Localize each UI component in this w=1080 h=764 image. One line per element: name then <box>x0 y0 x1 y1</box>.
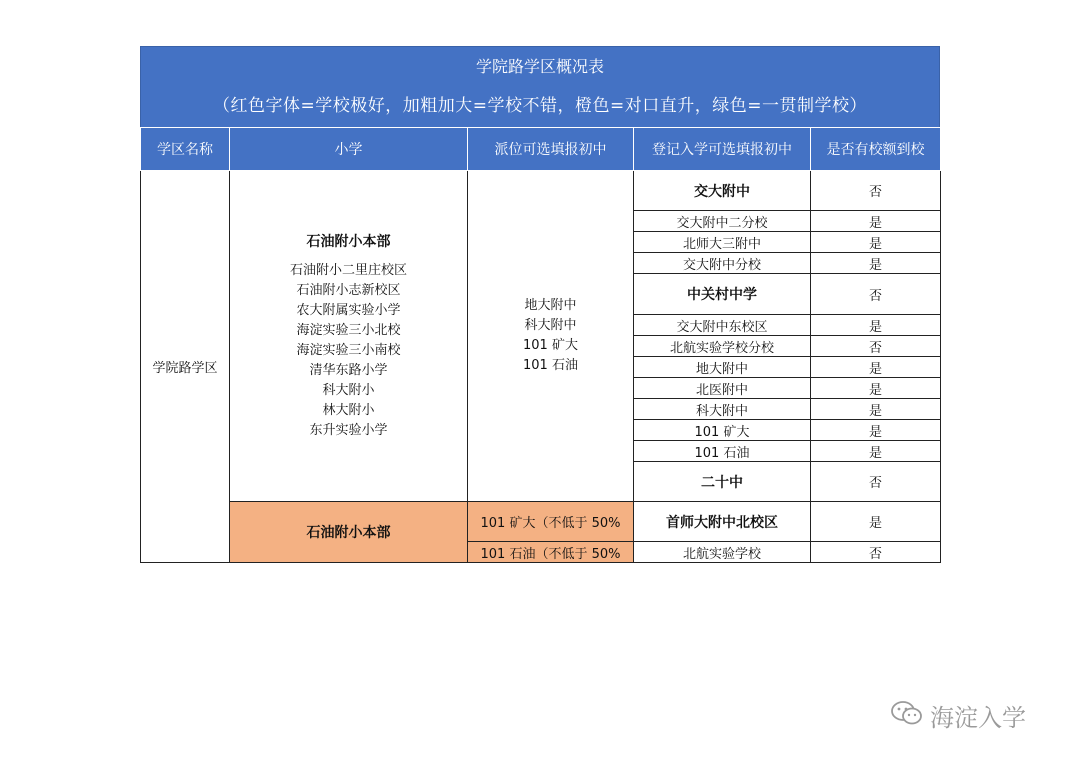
primary-school-cell <box>230 171 468 502</box>
list-item: 东升实验小学 <box>309 423 388 438</box>
primary-branch-list <box>230 261 467 441</box>
district-overview-sheet <box>140 46 940 563</box>
registration-school: 首师大附中北校区 <box>634 502 811 542</box>
registration-school: 交大附中二分校 <box>634 211 811 232</box>
quota-value: 是 <box>811 399 941 420</box>
registration-school: 二十中 <box>634 462 811 502</box>
table-title: 学院路学区概况表 <box>475 57 604 76</box>
quota-value: 否 <box>811 336 941 357</box>
header-quota: 是否有校额到校 <box>811 128 941 171</box>
list-item: 科大附中 <box>524 318 577 333</box>
title-block <box>140 46 940 127</box>
table-row <box>141 502 941 542</box>
list-item: 海淀实验三小南校 <box>296 343 401 358</box>
registration-school: 交大附中 <box>634 171 811 211</box>
list-item: 101 矿大 <box>523 338 578 353</box>
direct-lottery-school: 101 石油（不低于 50% <box>468 542 634 563</box>
list-item: 石油附小志新校区 <box>296 283 401 298</box>
list-item: 石油附小二里庄校区 <box>289 263 407 278</box>
registration-school: 科大附中 <box>634 399 811 420</box>
quota-value: 是 <box>811 232 941 253</box>
district-table <box>140 127 941 563</box>
primary-main-school: 石油附小本部 <box>306 234 391 250</box>
registration-school: 北医附中 <box>634 378 811 399</box>
registration-school: 北航实验学校 <box>634 542 811 563</box>
direct-primary-cell: 石油附小本部 <box>230 502 468 563</box>
registration-school: 北航实验学校分校 <box>634 336 811 357</box>
quota-value: 是 <box>811 253 941 274</box>
quota-value: 否 <box>811 274 941 315</box>
quota-value: 否 <box>811 542 941 563</box>
list-item: 农大附属实验小学 <box>296 303 401 318</box>
table-row <box>141 171 941 211</box>
watermark <box>890 698 1026 733</box>
wechat-icon <box>890 700 924 732</box>
list-item: 地大附中 <box>524 298 577 313</box>
list-item: 101 石油 <box>523 358 578 373</box>
registration-school: 交大附中东校区 <box>634 315 811 336</box>
registration-school: 101 矿大 <box>634 420 811 441</box>
registration-school: 交大附中分校 <box>634 253 811 274</box>
registration-school: 中关村中学 <box>634 274 811 315</box>
quota-value: 是 <box>811 315 941 336</box>
quota-value: 是 <box>811 420 941 441</box>
quota-value: 是 <box>811 441 941 462</box>
color-legend: （红色字体=学校极好，加粗加大=学校不错，橙色=对口直升，绿色=一贯制学校） <box>213 96 867 116</box>
direct-lottery-school: 101 矿大（不低于 50% <box>468 502 634 542</box>
registration-school: 101 石油 <box>634 441 811 462</box>
list-item: 林大附小 <box>322 403 375 418</box>
list-item: 清华东路小学 <box>309 363 388 378</box>
header-registration: 登记入学可选填报初中 <box>634 128 811 171</box>
header-district: 学区名称 <box>141 128 230 171</box>
quota-value: 否 <box>811 462 941 502</box>
header-row <box>141 128 941 171</box>
list-item: 科大附小 <box>322 383 375 398</box>
header-lottery: 派位可选填报初中 <box>468 128 634 171</box>
lottery-list <box>468 296 633 376</box>
district-name-cell: 学院路学区 <box>141 171 230 563</box>
quota-value: 是 <box>811 502 941 542</box>
quota-value: 否 <box>811 171 941 211</box>
header-primary: 小学 <box>230 128 468 171</box>
registration-school: 地大附中 <box>634 357 811 378</box>
quota-value: 是 <box>811 211 941 232</box>
registration-school: 北师大三附中 <box>634 232 811 253</box>
lottery-school-cell <box>468 171 634 502</box>
quota-value: 是 <box>811 357 941 378</box>
watermark-text: 海淀入学 <box>930 704 1026 732</box>
quota-value: 是 <box>811 378 941 399</box>
list-item: 海淀实验三小北校 <box>296 323 401 338</box>
